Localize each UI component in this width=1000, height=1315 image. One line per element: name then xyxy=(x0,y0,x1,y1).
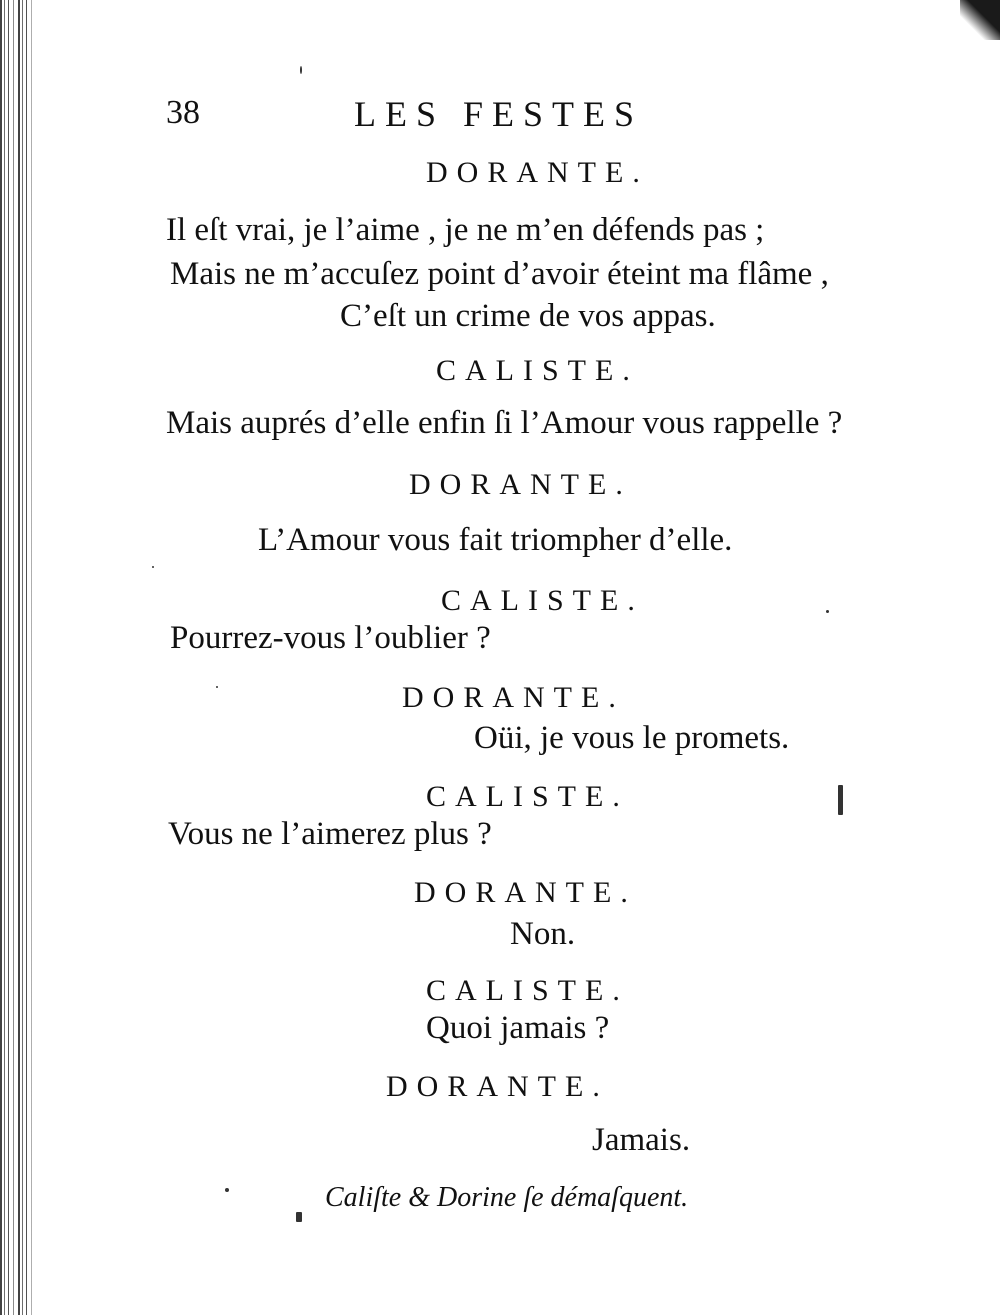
verse-line: Quoi jamais ? xyxy=(426,1010,610,1046)
speaker-caliste: CALISTE. xyxy=(426,974,629,1007)
verse-line: Il eſt vrai, je l’aime , je ne m’en défends pas ; xyxy=(166,212,765,248)
scan-speck xyxy=(152,566,154,568)
page-corner-shadow xyxy=(960,0,1000,40)
verse-line: Mais ne m’accuſez point d’avoir éteint ma flâme , xyxy=(170,256,829,292)
scan-speck xyxy=(296,1212,302,1222)
speaker-dorante: DORANTE. xyxy=(426,156,649,189)
verse-line: L’Amour vous fait triompher d’elle. xyxy=(258,522,733,558)
stage-direction: Caliſte & Dorine ſe démaſquent. xyxy=(325,1182,689,1213)
verse-line: Mais auprés d’elle enfin ſi l’Amour vous rappelle ? xyxy=(166,405,843,441)
scan-speck xyxy=(826,610,829,613)
verse-line: Jamais. xyxy=(592,1122,691,1158)
speaker-dorante: DORANTE. xyxy=(386,1070,609,1103)
verse-line: Vous ne l’aimerez plus ? xyxy=(168,816,492,852)
binding-shadow xyxy=(28,0,58,1315)
scan-speck xyxy=(225,1188,229,1192)
verse-line: Non. xyxy=(510,916,576,952)
verse-line: Oüi, je vous le promets. xyxy=(474,720,790,756)
scan-speck xyxy=(300,66,302,74)
verse-line: C’eſt un crime de vos appas. xyxy=(340,298,716,334)
speaker-dorante: DORANTE. xyxy=(402,681,625,714)
speaker-caliste: CALISTE. xyxy=(441,584,644,617)
scan-speck xyxy=(216,686,218,688)
page-number: 38 xyxy=(166,94,200,131)
speaker-caliste: CALISTE. xyxy=(436,354,639,387)
speaker-dorante: DORANTE. xyxy=(409,468,632,501)
speaker-dorante: DORANTE. xyxy=(414,876,637,909)
speaker-caliste: CALISTE. xyxy=(426,780,629,813)
running-head: LES FESTES xyxy=(354,94,644,134)
scan-speck xyxy=(838,785,843,815)
verse-line: Pourrez-vous l’oublier ? xyxy=(170,620,491,656)
